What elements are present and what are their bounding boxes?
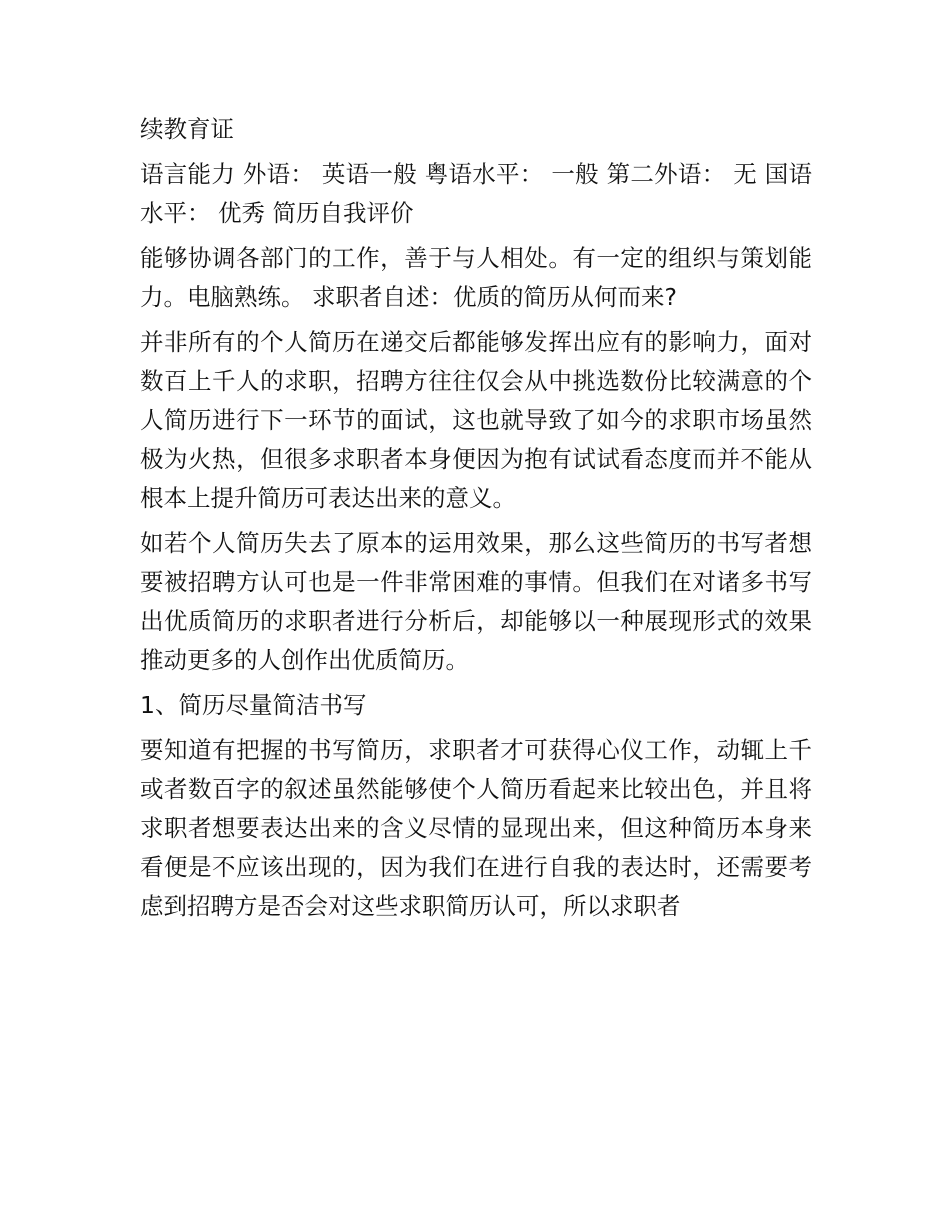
- paragraph-self-evaluation: 能够协调各部门的工作，善于与人相处。有一定的组织与策划能力。电脑熟练。 求职者自述：优质的简历从何而来?: [140, 244, 812, 311]
- paragraph-resume-influence: 并非所有的个人简历在递交后都能够发挥出应有的影响力，面对数百上千人的求职，招聘方往往仅会从中挑选数份比较满意的个人简历进行下一环节的面试，这也就导致了如今的求职市场虽然极为火热，但很多求职者本身便因为抱有试试看态度而并不能从根本上提升简历可表达出来的意义。: [140, 328, 812, 512]
- document-body: [140, 110, 812, 926]
- paragraph-resume-effect: 如若个人简历失去了原本的运用效果，那么这些简历的书写者想要被招聘方认可也是一件非常困难的事情。但我们在对诸多书写出优质简历的求职者进行分析后，却能够以一种展现形式的效果推动更多的人创作出优质简历。: [140, 529, 812, 674]
- paragraph-continued-education: 续教育证: [140, 115, 234, 143]
- section-heading-concise: 1、简历尽量简洁书写: [140, 691, 367, 719]
- paragraph-language-ability: 语言能力 外语： 英语一般 粤语水平： 一般 第二外语： 无 国语水平： 优秀 简历自我评价: [140, 160, 812, 227]
- paragraph-concise-writing: 要知道有把握的书写简历，求职者才可获得心仪工作，动辄上千或者数百字的叙述虽然能够使个人简历看起来比较出色，并且将求职者想要表达出来的含义尽情的显现出来，但这种简历本身来看便是不应该出现的，因为我们在进行自我的表达时，还需要考虑到招聘方是否会对这些求职简历认可，所以求职者: [140, 736, 812, 920]
